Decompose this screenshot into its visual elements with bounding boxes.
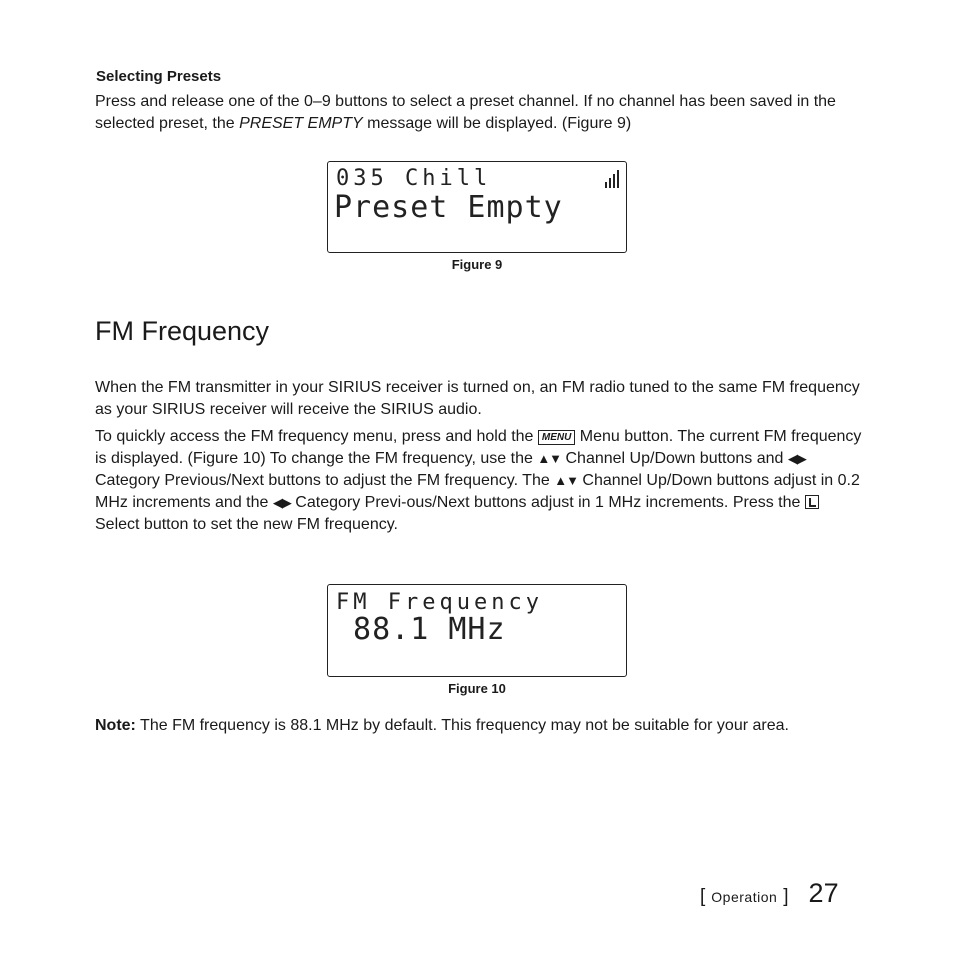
note-paragraph	[95, 715, 865, 737]
text-run: Channel Up/Down buttons adjust in 0.2 MHz increments and the	[95, 472, 860, 511]
page-footer	[700, 878, 839, 909]
figure-caption-10: Figure 10	[448, 681, 506, 696]
lcd-message-line: Preset Empty	[334, 190, 563, 225]
bracket-open: [	[700, 886, 706, 907]
page-number: 27	[808, 878, 839, 908]
text-run: Channel Up/Down buttons and	[561, 450, 788, 467]
text-run: Select button to set the new FM frequency.	[95, 516, 398, 533]
lcd-menu-line: FM Frequency	[336, 590, 543, 615]
bracket-close: ]	[783, 886, 789, 907]
fm-intro-paragraph: When the FM transmitter in your SIRIUS receiver is turned on, an FM radio tuned to the same FM frequency as your SIRIUS receiver will receive the SIRIUS audio.	[95, 379, 860, 418]
up-down-arrows-icon: ▲▼	[554, 473, 578, 488]
left-right-arrows-icon: ◀▶	[787, 451, 806, 466]
fm-instructions-paragraph	[95, 426, 865, 536]
text-run: Press and release one of the 0–9 buttons to select a preset channel. If no channel has been saved in the selected preset, the	[95, 93, 836, 132]
left-right-arrows-icon: ◀▶	[272, 495, 291, 510]
section-heading-fm-frequency: FM Frequency	[95, 316, 270, 346]
presets-paragraph	[95, 91, 865, 135]
menu-button-icon: MENU	[538, 430, 575, 445]
figure-caption-9: Figure 9	[451, 257, 503, 272]
section-heading-selecting-presets: Selecting Presets	[96, 68, 222, 85]
lcd-display-figure-10	[327, 584, 627, 677]
up-down-arrows-icon: ▲▼	[537, 451, 562, 466]
note-label: Note:	[95, 717, 136, 734]
signal-strength-icon	[604, 170, 620, 188]
text-run: message will be displayed. (Figure 9)	[362, 115, 632, 132]
text-run: Category Previous/Next buttons to adjust the FM frequency. The	[95, 472, 555, 489]
preset-empty-term: PRESET EMPTY	[239, 115, 363, 132]
text-run: Menu button. The current FM frequency is displayed. (Figure 10) To change the FM frequency, use the	[95, 428, 862, 467]
lcd-channel-line: 035 Chill	[336, 166, 492, 191]
text-run: The FM frequency is 88.1 MHz by default. This frequency may not be suitable for your area.	[135, 717, 789, 734]
footer-section-name: Operation	[711, 889, 778, 905]
text-run: To quickly access the FM frequency menu, press and hold the	[95, 428, 538, 445]
lcd-display-figure-9	[327, 161, 627, 253]
text-run: Category Previ-ous/Next buttons adjust in 1 MHz increments. Press the	[290, 494, 805, 511]
select-button-icon	[805, 495, 819, 509]
lcd-frequency-line: 88.1 MHz	[334, 612, 506, 647]
